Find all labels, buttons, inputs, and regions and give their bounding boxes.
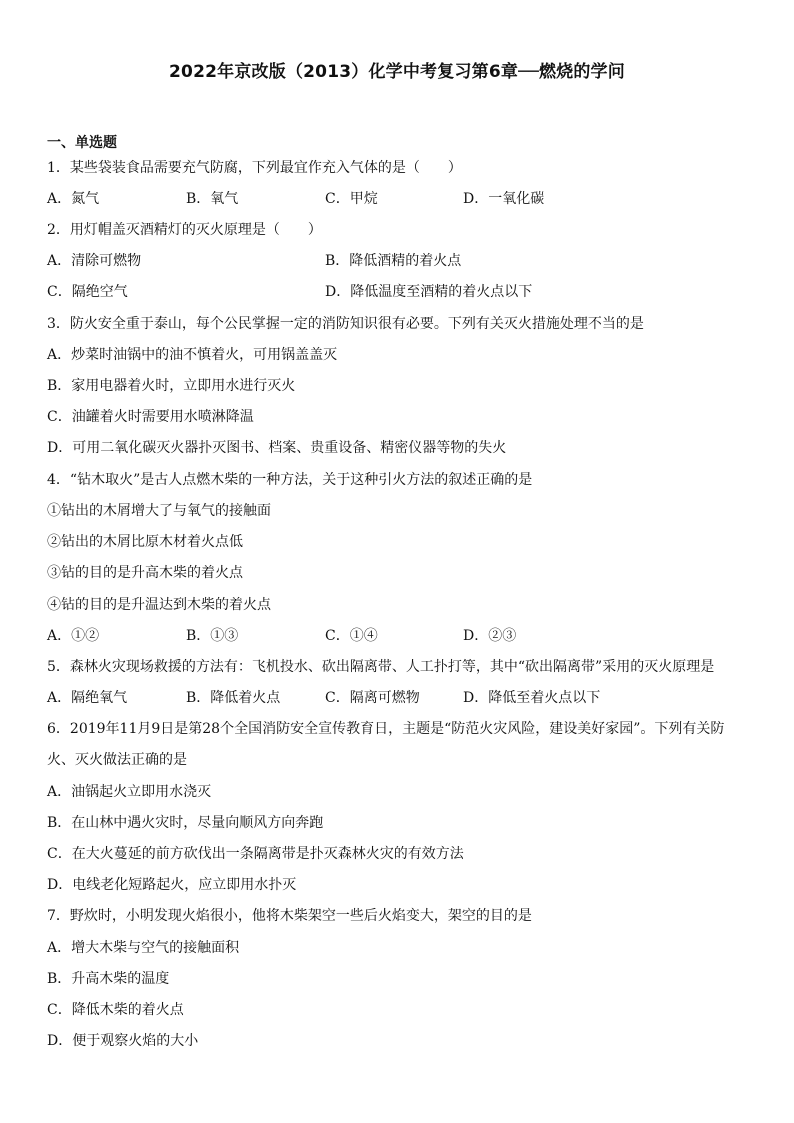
question-7-stem: 7．野炊时，小明发现火焰很小，他将木柴架空一些后火焰变大，架空的目的是 [47, 908, 532, 924]
question-4-statement-4: ④钻的目的是升温达到木柴的着火点 [47, 597, 271, 613]
question-2-stem: 2．用灯帽盖灭酒精灯的灭火原理是（ ） [47, 222, 322, 238]
question-6-option-c: C．在大火蔓延的前方砍伐出一条隔离带是扑灭森林火灾的有效方法 [47, 846, 464, 862]
question-4-statement-1: ①钻出的木屑增大了与氧气的接触面 [47, 503, 271, 519]
question-7-option-a: A．增大木柴与空气的接触面积 [47, 940, 240, 956]
question-2-option-b: B．降低酒精的着火点 [325, 253, 462, 269]
question-5-option-c: C．隔离可燃物 [325, 690, 420, 706]
question-1-option-a: A．氮气 [47, 191, 100, 207]
question-4-statement-2: ②钻出的木屑比原木材着火点低 [47, 534, 243, 550]
question-4-stem: 4．“钻木取火”是古人点燃木柴的一种方法，关于这种引火方法的叙述正确的是 [47, 472, 533, 488]
question-2-option-a: A．清除可燃物 [47, 253, 142, 269]
question-2-option-c: C．隔绝空气 [47, 284, 128, 300]
question-6-option-a: A．油锅起火立即用水浇灭 [47, 784, 212, 800]
question-5-stem: 5．森林火灾现场救援的方法有：飞机投水、砍出隔离带、人工扑打等，其中“砍出隔离带”采用的灭火原理是 [47, 659, 715, 675]
question-4-option-c: C．①④ [325, 628, 378, 644]
question-3-stem: 3．防火安全重于泰山，每个公民掌握一定的消防知识很有必要。下列有关灭火措施处理不当的是 [47, 316, 644, 332]
question-7-option-c: C．降低木柴的着火点 [47, 1002, 184, 1018]
question-6-stem-line-1: 6．2019年11月9日是第28个全国消防安全宣传教育日，主题是“防范火灾风险，建设美好家园”。下列有关防 [47, 721, 725, 737]
question-1-option-c: C．甲烷 [325, 191, 378, 207]
question-4-option-b: B．①③ [186, 628, 239, 644]
question-1-option-d: D．一氧化碳 [463, 191, 545, 207]
question-4-option-a: A．①② [47, 628, 100, 644]
question-3-option-b: B．家用电器着火时，立即用水进行灭火 [47, 378, 296, 394]
question-6-option-b: B．在山林中遇火灾时，尽量向顺风方向奔跑 [47, 815, 324, 831]
question-3-option-d: D．可用二氧化碳灭火器扑灭图书、档案、贵重设备、精密仪器等物的失火 [47, 440, 507, 456]
question-1-option-b: B．氧气 [186, 191, 239, 207]
question-5-option-a: A．隔绝氧气 [47, 690, 128, 706]
question-3-option-c: C．油罐着火时需要用水喷淋降温 [47, 409, 254, 425]
question-5-option-b: B．降低着火点 [186, 690, 281, 706]
section-heading: 一、单选题 [47, 135, 117, 151]
question-7-option-d: D．便于观察火焰的大小 [47, 1033, 199, 1049]
question-2-option-d: D．降低温度至酒精的着火点以下 [325, 284, 533, 300]
question-5-option-d: D．降低至着火点以下 [463, 690, 601, 706]
question-4-statement-3: ③钻的目的是升高木柴的着火点 [47, 565, 243, 581]
question-4-option-d: D．②③ [463, 628, 517, 644]
question-6-option-d: D．电线老化短路起火，应立即用水扑灭 [47, 877, 297, 893]
question-6-stem-line-2: 火、灭火做法正确的是 [47, 752, 187, 768]
question-1-stem: 1．某些袋装食品需要充气防腐，下列最宜作充入气体的是（ ） [47, 160, 462, 176]
question-7-option-b: B．升高木柴的温度 [47, 971, 170, 987]
document-title: 2022年京改版（2013）化学中考复习第6章──燃烧的学问 [169, 62, 625, 82]
question-3-option-a: A．炒菜时油锅中的油不慎着火，可用锅盖盖灭 [47, 347, 338, 363]
